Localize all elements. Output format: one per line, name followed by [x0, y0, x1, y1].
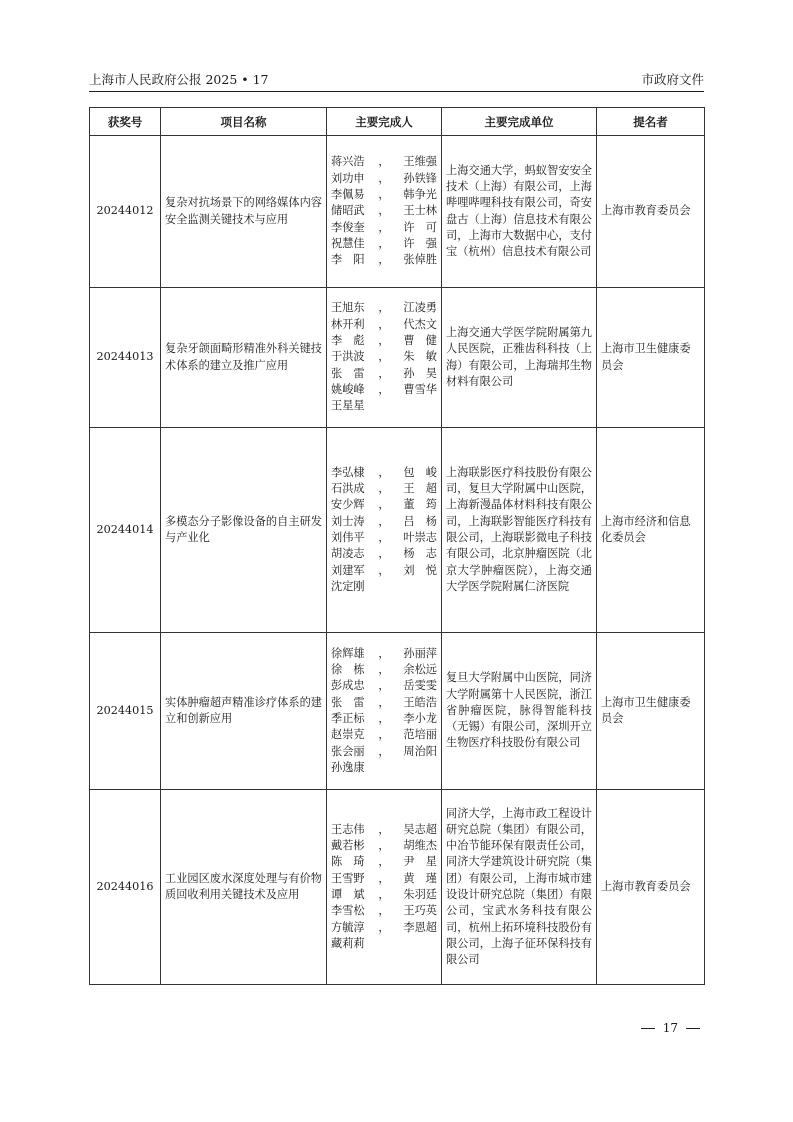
- contributor-line: [331, 838, 437, 854]
- contributor-name: 许 可: [403, 220, 437, 234]
- contributor-name: 江凌勇: [403, 301, 437, 315]
- name-separator: ，: [378, 465, 390, 479]
- contributor-name: 张 雷: [331, 695, 365, 709]
- name-separator: ，: [378, 334, 390, 348]
- table-row: [90, 428, 705, 633]
- contributor-line: [331, 366, 437, 382]
- name-separator: ，: [378, 904, 390, 918]
- page-header: [89, 66, 704, 88]
- contributor-line: [331, 497, 437, 513]
- contributor-line: [331, 300, 437, 316]
- contributor-line: [331, 481, 437, 497]
- contributor-name: 余松远: [403, 663, 437, 677]
- contributor-name: 李小龙: [403, 712, 437, 725]
- contributor-name: 彭成忠: [331, 679, 365, 693]
- contributor-name: 戴若彬: [331, 839, 365, 853]
- contributor-line: [331, 187, 437, 203]
- contributor-line: [331, 317, 437, 333]
- name-separator: ，: [378, 744, 390, 758]
- nominator: 上海市经济和信息化委员会: [597, 428, 705, 633]
- name-separator: ，: [378, 366, 390, 380]
- contributor-name: 代杰文: [403, 317, 437, 331]
- contributor-name: 藏莉莉: [331, 936, 365, 950]
- project-name: 复杂牙颌面畸形精准外科关键技术体系的建立及推广应用: [161, 288, 327, 428]
- nominator: 上海市教育委员会: [597, 136, 705, 288]
- contributor-name: 林开利: [331, 317, 365, 331]
- table-row: [90, 790, 705, 985]
- contributor-line: [331, 936, 437, 952]
- project-name: 工业园区废水深度处理与有价物质回收利用关键技术及应用: [161, 790, 327, 985]
- column-header-units: 主要完成单位: [442, 108, 597, 136]
- contributor-name: 刘建军: [331, 563, 365, 577]
- name-separator: ，: [378, 888, 390, 901]
- contributor-name: 刘功申: [331, 171, 365, 185]
- page-number: 17: [662, 1021, 678, 1035]
- main-units: 上海交通大学，蚂蚁智安安全技术（上海）有限公司，上海哔哩哔哩科技有限公司，奇安盘古（上海）信息技术有限公司，上海市大数据中心，支付宝（杭州）信息技术有限公司: [442, 136, 597, 288]
- contributor-name: 王 超: [403, 482, 437, 496]
- name-separator: ，: [378, 171, 390, 185]
- table-row: [90, 136, 705, 288]
- contributor-name: 胡凌志: [331, 547, 365, 561]
- contributor-name: 刘 悦: [403, 563, 437, 577]
- contributor-line: [331, 662, 437, 678]
- contributor-name: 安少辉: [331, 498, 365, 512]
- footer-dash-right: [686, 1028, 700, 1029]
- contributor-line: [331, 220, 437, 236]
- contributor-name: 李佩易: [331, 188, 365, 202]
- main-units: 同济大学，上海市政工程设计研究总院（集团）有限公司，中冶节能环保有限责任公司，同济大学建筑设计研究院（集团）有限公司，上海市城市建设设计研究总院（集团）有限公司，宝武水务科技有限公司，杭州上拓环境科技股份有限公司，上海子征环保科技有限公司: [442, 790, 597, 985]
- contributor-line: [331, 333, 437, 349]
- contributor-line: [331, 579, 437, 595]
- name-separator: ，: [378, 920, 390, 934]
- contributor-name: 黄 瑾: [403, 871, 437, 885]
- contributor-name: 朱 敏: [403, 350, 437, 364]
- contributor-line: [331, 854, 437, 870]
- column-header-nominator: 提名者: [597, 108, 705, 136]
- name-separator: ，: [378, 220, 390, 234]
- contributor-line: [331, 546, 437, 562]
- header-section: 市政府文件: [641, 72, 704, 87]
- name-separator: ，: [378, 204, 390, 218]
- table-row: [90, 288, 705, 428]
- contributor-name: 孙 昊: [403, 366, 437, 380]
- contributor-line: [331, 236, 437, 252]
- contributor-name: 赵崇克: [331, 728, 365, 742]
- name-separator: ，: [378, 236, 390, 250]
- contributor-name: 李弘棣: [331, 465, 365, 479]
- name-separator: ，: [378, 253, 390, 267]
- contributor-name: 周治阳: [403, 744, 437, 758]
- main-contributors: [327, 136, 442, 288]
- contributor-name: 方毓淳: [331, 920, 365, 934]
- main-contributors: [327, 790, 442, 985]
- name-separator: ，: [378, 188, 390, 202]
- contributor-name: 王雪野: [331, 871, 365, 885]
- contributor-name: 叶崇志: [403, 531, 437, 544]
- contributor-name: 孙逸康: [331, 760, 365, 774]
- award-number: 20244013: [90, 288, 161, 428]
- contributor-name: 范培丽: [403, 728, 437, 742]
- contributor-name: 吕 杨: [403, 514, 437, 528]
- contributor-name: 沈定刚: [331, 579, 365, 593]
- name-separator: ，: [378, 855, 390, 869]
- contributor-line: [331, 252, 437, 268]
- contributor-line: [331, 711, 437, 727]
- name-separator: ，: [378, 317, 390, 331]
- main-units: 上海交通大学医学院附属第九人民医院，正雅齿科科技（上海）有限公司，上海瑞邦生物材料有限公司: [442, 288, 597, 428]
- contributor-line: [331, 382, 437, 398]
- contributor-name: 胡维杰: [403, 839, 437, 853]
- contributor-name: 孙铁锋: [403, 171, 437, 185]
- contributor-name: 于洪波: [331, 350, 365, 364]
- table-row: [90, 633, 705, 790]
- contributor-name: 蒋兴浩: [331, 155, 365, 169]
- name-separator: ，: [378, 514, 390, 528]
- name-separator: ，: [378, 482, 390, 496]
- contributor-name: 韩争光: [403, 188, 437, 202]
- name-separator: ，: [378, 871, 390, 885]
- contributor-name: 储昭武: [331, 204, 365, 218]
- main-contributors: [327, 633, 442, 790]
- contributor-line: [331, 171, 437, 187]
- contributor-line: [331, 563, 437, 579]
- name-separator: ，: [378, 839, 390, 853]
- name-separator: ，: [378, 563, 390, 577]
- contributor-name: 张 雷: [331, 366, 365, 380]
- column-header-id: 获奖号: [90, 108, 161, 136]
- contributor-line: [331, 154, 437, 170]
- contributor-name: 孙丽萍: [403, 646, 437, 660]
- name-separator: ，: [378, 679, 390, 693]
- contributor-line: [331, 903, 437, 919]
- column-header-people: 主要完成人: [327, 108, 442, 136]
- contributor-line: [331, 678, 437, 694]
- contributor-name: 岳雯雯: [403, 679, 437, 693]
- header-publication: 上海市人民政府公报 2025 • 17: [89, 72, 269, 87]
- name-separator: ，: [378, 646, 390, 660]
- nominator: 上海市卫生健康委员会: [597, 288, 705, 428]
- contributor-name: 张会丽: [331, 744, 365, 758]
- name-separator: ，: [378, 695, 390, 709]
- contributor-name: 尹 星: [403, 855, 437, 869]
- name-separator: ，: [378, 382, 390, 396]
- contributor-name: 王皓浩: [403, 695, 437, 709]
- contributor-name: 许 强: [403, 236, 437, 250]
- project-name: 实体肿瘤超声精准诊疗体系的建立和创新应用: [161, 633, 327, 790]
- header-rule: [89, 91, 704, 92]
- contributor-name: 王星星: [331, 399, 365, 413]
- award-number: 20244016: [90, 790, 161, 985]
- main-contributors: [327, 428, 442, 633]
- contributor-name: 董 筠: [403, 498, 437, 512]
- contributor-name: 包 峻: [403, 465, 437, 479]
- name-separator: ，: [378, 350, 390, 364]
- project-name: 复杂对抗场景下的网络媒体内容安全监测关键技术与应用: [161, 136, 327, 288]
- contributor-name: 王志伟: [331, 822, 365, 836]
- contributor-line: [331, 727, 437, 743]
- footer-dash-left: [641, 1028, 655, 1029]
- name-separator: ，: [378, 531, 390, 544]
- contributor-name: 杨 志: [403, 547, 437, 561]
- contributor-line: [331, 695, 437, 711]
- contributor-line: [331, 398, 437, 414]
- contributor-name: 李恩超: [403, 920, 437, 934]
- name-separator: ，: [378, 155, 390, 169]
- contributor-name: 徐 栋: [331, 663, 365, 677]
- contributor-name: 谭 斌: [331, 888, 365, 901]
- contributor-name: 张倬胜: [403, 253, 437, 267]
- contributor-name: 李雪松: [331, 904, 365, 918]
- contributor-line: [331, 646, 437, 662]
- name-separator: ，: [378, 498, 390, 512]
- project-name: 多模态分子影像设备的自主研发与产业化: [161, 428, 327, 633]
- nominator: 上海市卫生健康委员会: [597, 633, 705, 790]
- contributor-name: 曹雪华: [403, 382, 437, 396]
- contributor-line: [331, 887, 437, 903]
- award-table: [89, 107, 705, 985]
- contributor-name: 季正标: [331, 712, 365, 725]
- contributor-name: 姚峻峰: [331, 382, 365, 396]
- contributor-name: 徐辉雄: [331, 646, 365, 660]
- contributor-name: 刘伟平: [331, 531, 365, 544]
- contributor-name: 李俊奎: [331, 220, 365, 234]
- contributor-name: 祝慧佳: [331, 236, 365, 250]
- award-number: 20244014: [90, 428, 161, 633]
- column-header-name: 项目名称: [161, 108, 327, 136]
- contributor-name: 刘士涛: [331, 514, 365, 528]
- contributor-name: 吴志超: [403, 822, 437, 836]
- contributor-line: [331, 920, 437, 936]
- name-separator: ，: [378, 728, 390, 742]
- contributor-name: 王维强: [403, 155, 437, 169]
- nominator: 上海市教育委员会: [597, 790, 705, 985]
- contributor-name: 曹 健: [403, 334, 437, 348]
- main-contributors: [327, 288, 442, 428]
- name-separator: ，: [378, 663, 390, 677]
- contributor-line: [331, 530, 437, 546]
- contributor-name: 王旭东: [331, 301, 365, 315]
- contributor-line: [331, 871, 437, 887]
- name-separator: ，: [378, 822, 390, 836]
- name-separator: ，: [378, 301, 390, 315]
- page-footer: [641, 1021, 700, 1035]
- contributor-line: [331, 744, 437, 760]
- main-units: 上海联影医疗科技股份有限公司，复旦大学附属中山医院，上海新漫晶体材料科技有限公司，上海联影智能医疗科技有限公司，上海联影微电子科技有限公司，北京肿瘤医院（北京大学肿瘤医院），上海交通大学医学院附属仁济医院: [442, 428, 597, 633]
- name-separator: ，: [378, 712, 390, 725]
- contributor-line: [331, 349, 437, 365]
- award-number: 20244015: [90, 633, 161, 790]
- contributor-name: 李 阳: [331, 253, 365, 267]
- contributor-name: 陈 琦: [331, 855, 365, 869]
- name-separator: ，: [378, 547, 390, 561]
- contributor-name: 石洪成: [331, 482, 365, 496]
- table-header-row: [90, 108, 705, 136]
- contributor-name: 李 彪: [331, 334, 365, 348]
- contributor-line: [331, 465, 437, 481]
- award-number: 20244012: [90, 136, 161, 288]
- main-units: 复旦大学附属中山医院，同济大学附属第十人民医院，浙江省肿瘤医院，脉得智能科技（无锡）有限公司，深圳开立生物医疗科技股份有限公司: [442, 633, 597, 790]
- contributor-name: 王士林: [403, 204, 437, 218]
- contributor-line: [331, 514, 437, 530]
- contributor-line: [331, 760, 437, 776]
- contributor-name: 朱羽廷: [403, 888, 437, 901]
- contributor-line: [331, 822, 437, 838]
- contributor-name: 王巧英: [403, 904, 437, 918]
- contributor-line: [331, 203, 437, 219]
